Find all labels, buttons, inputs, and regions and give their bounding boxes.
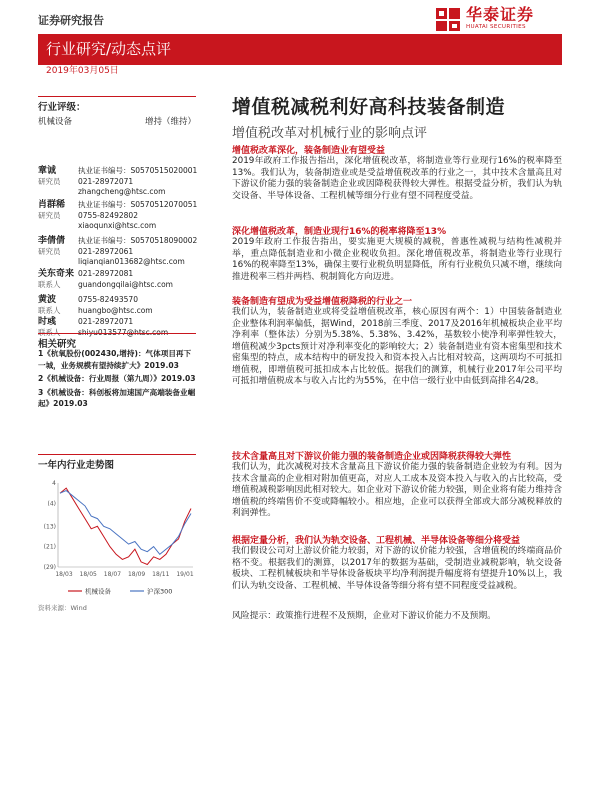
- series-line-0: [60, 488, 191, 564]
- series-line-1: [60, 491, 191, 555]
- x-tick-label: 18/05: [79, 571, 97, 578]
- analyst-phone: 0755-82492802: [78, 210, 138, 220]
- rating-heading: 行业评级：: [38, 96, 196, 113]
- related-item[interactable]: 2《机械设备：行业周报（第九周）》2019.03: [38, 374, 196, 383]
- analyst-phone: 021-28972061: [78, 246, 134, 256]
- contact-name: 关东奇来: [38, 269, 75, 279]
- rating-row: [38, 115, 196, 127]
- related-heading: 相关研究: [38, 333, 196, 350]
- contact-email[interactable]: guandongqilai@htsc.com: [78, 279, 173, 289]
- related-item[interactable]: 1《杭氧股份(002430,增持)：气体项目再下一城，业务规模有望持续扩大》2019.03: [38, 349, 192, 370]
- section-body: 我们假设公司对上游议价能力较弱，对下游的议价能力较强，含增值税的终端商品价格不变。根据我们的测算，以2017年的数据为基础，受制造业减税影响，轨交设备板块、工程机械板块和半导体设备板块平均净利润提升幅度将有望提升10%以上，我们认为轨交设备、工程机械、半导体设备等细分将有望不同程度受益减税。: [232, 546, 562, 591]
- analyst-email[interactable]: zhangcheng@htsc.com: [78, 187, 166, 196]
- section-body: 我们认为，此次减税对技术含量高且下游议价能力强的装备制造企业较为有利。因为技术含量高的企业相对附加值更高，对应人工成本及资本投入与收入的占比较高，受增值税减税影响因此相对较大。如企业对下游议价能力较强，则企业将有能力维持含增值税的终端售价不变或降幅较小。相应地，企业可以获得全部或大部分减税释放的利润弹性。: [232, 462, 562, 518]
- main-title: 增值税减税利好高科技装备制造: [232, 96, 506, 118]
- contact-phone: 021-28972071: [78, 317, 134, 326]
- y-tick-label: 4: [52, 480, 56, 487]
- section-heading: 增值税改革深化，装备制造业有望受益: [232, 146, 386, 156]
- trend-chart-svg: [38, 469, 198, 619]
- related-list: [38, 348, 198, 412]
- x-tick-label: 18/07: [103, 571, 122, 578]
- rating-value: 增持（维持）: [144, 117, 196, 127]
- logo-icon: [434, 5, 462, 33]
- trend-chart: [38, 469, 198, 619]
- logo-en-text: HUATAI SECURITIES: [466, 24, 526, 31]
- contact-email[interactable]: shiyu013577@htsc.com: [78, 327, 169, 337]
- section-heading: 装备制造有望成为受益增值税降税的行业之一: [232, 297, 413, 307]
- section-body: 2019年政府工作报告指出，要实施更大规模的减税，普惠性减税与结构性减税并举，重点降低制造业和小微企业税收负担。深化增值税改革，将制造业等行业现行16%的税率降至13%，确保主要行业税负明显降低，所有行业税负只减不增，继续向推进税率三档并两档、税制简化方向迈进。: [232, 237, 562, 282]
- section-heading: 深化增值税改革，制造业现行16%的税率将降至13%: [232, 227, 447, 237]
- analyst-name: 肖群稀: [38, 200, 66, 210]
- x-tick-label: 18/09: [127, 571, 146, 578]
- analyst-cert: 执业证书编号：S0570512070051: [78, 200, 198, 209]
- analyst-email[interactable]: liqianqian013682@htsc.com: [78, 257, 185, 266]
- section-body: 2019年政府工作报告指出，深化增值税改革，将制造业等行业现行16%的税率降至13%。我们认为，装备制造业或是受益增值税改革的行业之一，其中技术含量高且对下游议价能力强的装备制造企业或因降税获得较大弹性。根据受益分析，我们认为轨交设备、半导体设备、工程机械等细分行业有望不同程度受益。: [232, 156, 562, 201]
- section-body: 我们认为，装备制造业或将受益增值税改革，核心原因有两个：1）中国装备制造业企业整体利润率偏低，据Wind，2018前三季度、2017及2016年机械板块企业平均净利率（整体法）分别为5.38%、5.38%、3.42%，基数较小使净利率弹性较大，增值税减少3pcts预计对净利率变化的影响较大；2）装备制造业有资本密集型和技术密集型的特点，成本结构中的研发投入和资本投入占比相对较高，这两项均不可抵扣增值税，即增值税可抵扣成本占比较低。据我们的测算，机械行业2017年公司平均可抵扣增值税成本与收入占比约为55%，在中信一级行业中由低到高排名4/28。: [232, 307, 562, 386]
- chart-title: 一年内行业走势图: [38, 454, 196, 471]
- analyst-role: 研究员: [38, 247, 61, 256]
- legend-label: 沪深300: [147, 587, 173, 596]
- analyst-role: 研究员: [38, 211, 61, 220]
- contact-phone: 021-28972081: [78, 269, 134, 278]
- analyst-cert: 执业证书编号：S0570515020001: [78, 166, 198, 175]
- sub-title: 增值税改革对机械行业的影响点评: [232, 126, 428, 141]
- section-heading: 技术含量高且对下游议价能力强的装备制造企业或因降税获得较大弹性: [232, 452, 512, 462]
- contact-email[interactable]: huangbo@htsc.com: [78, 305, 153, 315]
- y-tick-label: (21): [43, 543, 56, 551]
- y-tick-label: (29): [43, 564, 56, 571]
- analyst-role: 研究员: [38, 177, 61, 186]
- contact-name: 时彧: [38, 317, 57, 327]
- contact-role: 联系人: [38, 328, 61, 337]
- related-item[interactable]: 3《机械设备：科创板将加速国产高端装备业崛起》2019.03: [38, 387, 196, 408]
- x-tick-label: 18/03: [55, 571, 73, 578]
- analyst-name: 李倩倩: [38, 236, 66, 246]
- contact-role: 联系人: [38, 280, 61, 289]
- chart-source: 资料来源：Wind: [38, 604, 87, 612]
- risk-warning: 风险提示：政策推行进程不及预期，企业对下游议价能力不及预期。: [232, 611, 496, 621]
- x-tick-label: 18/11: [152, 571, 170, 578]
- section-heading: 根据定量分析，我们认为轨交设备、工程机械、半导体设备等细分将受益: [232, 536, 521, 546]
- x-tick-label: 19/01: [176, 571, 194, 578]
- contact-name: 黄波: [38, 295, 57, 305]
- y-tick-label: (13): [43, 523, 56, 531]
- rating-sector: 机械设备: [38, 117, 73, 127]
- y-tick-label: (4): [47, 500, 56, 508]
- report-date: 2019年03月05日: [46, 66, 119, 76]
- report-category: 行业研究/动态点评: [46, 40, 172, 58]
- analyst-email[interactable]: xiaoqunxi@htsc.com: [78, 221, 157, 230]
- contact-role: 联系人: [38, 306, 61, 315]
- logo-cn-text: 华泰证券: [466, 5, 535, 25]
- analyst-cert: 执业证书编号：S0570518090002: [78, 236, 198, 245]
- analyst-phone: 021-28972071: [78, 176, 134, 186]
- brand-logo: [434, 4, 562, 34]
- analyst-name: 章诚: [38, 166, 57, 176]
- report-type: 证券研究报告: [38, 14, 104, 27]
- legend-label: 机械设备: [85, 587, 111, 596]
- contact-phone: 0755-82493570: [78, 295, 138, 304]
